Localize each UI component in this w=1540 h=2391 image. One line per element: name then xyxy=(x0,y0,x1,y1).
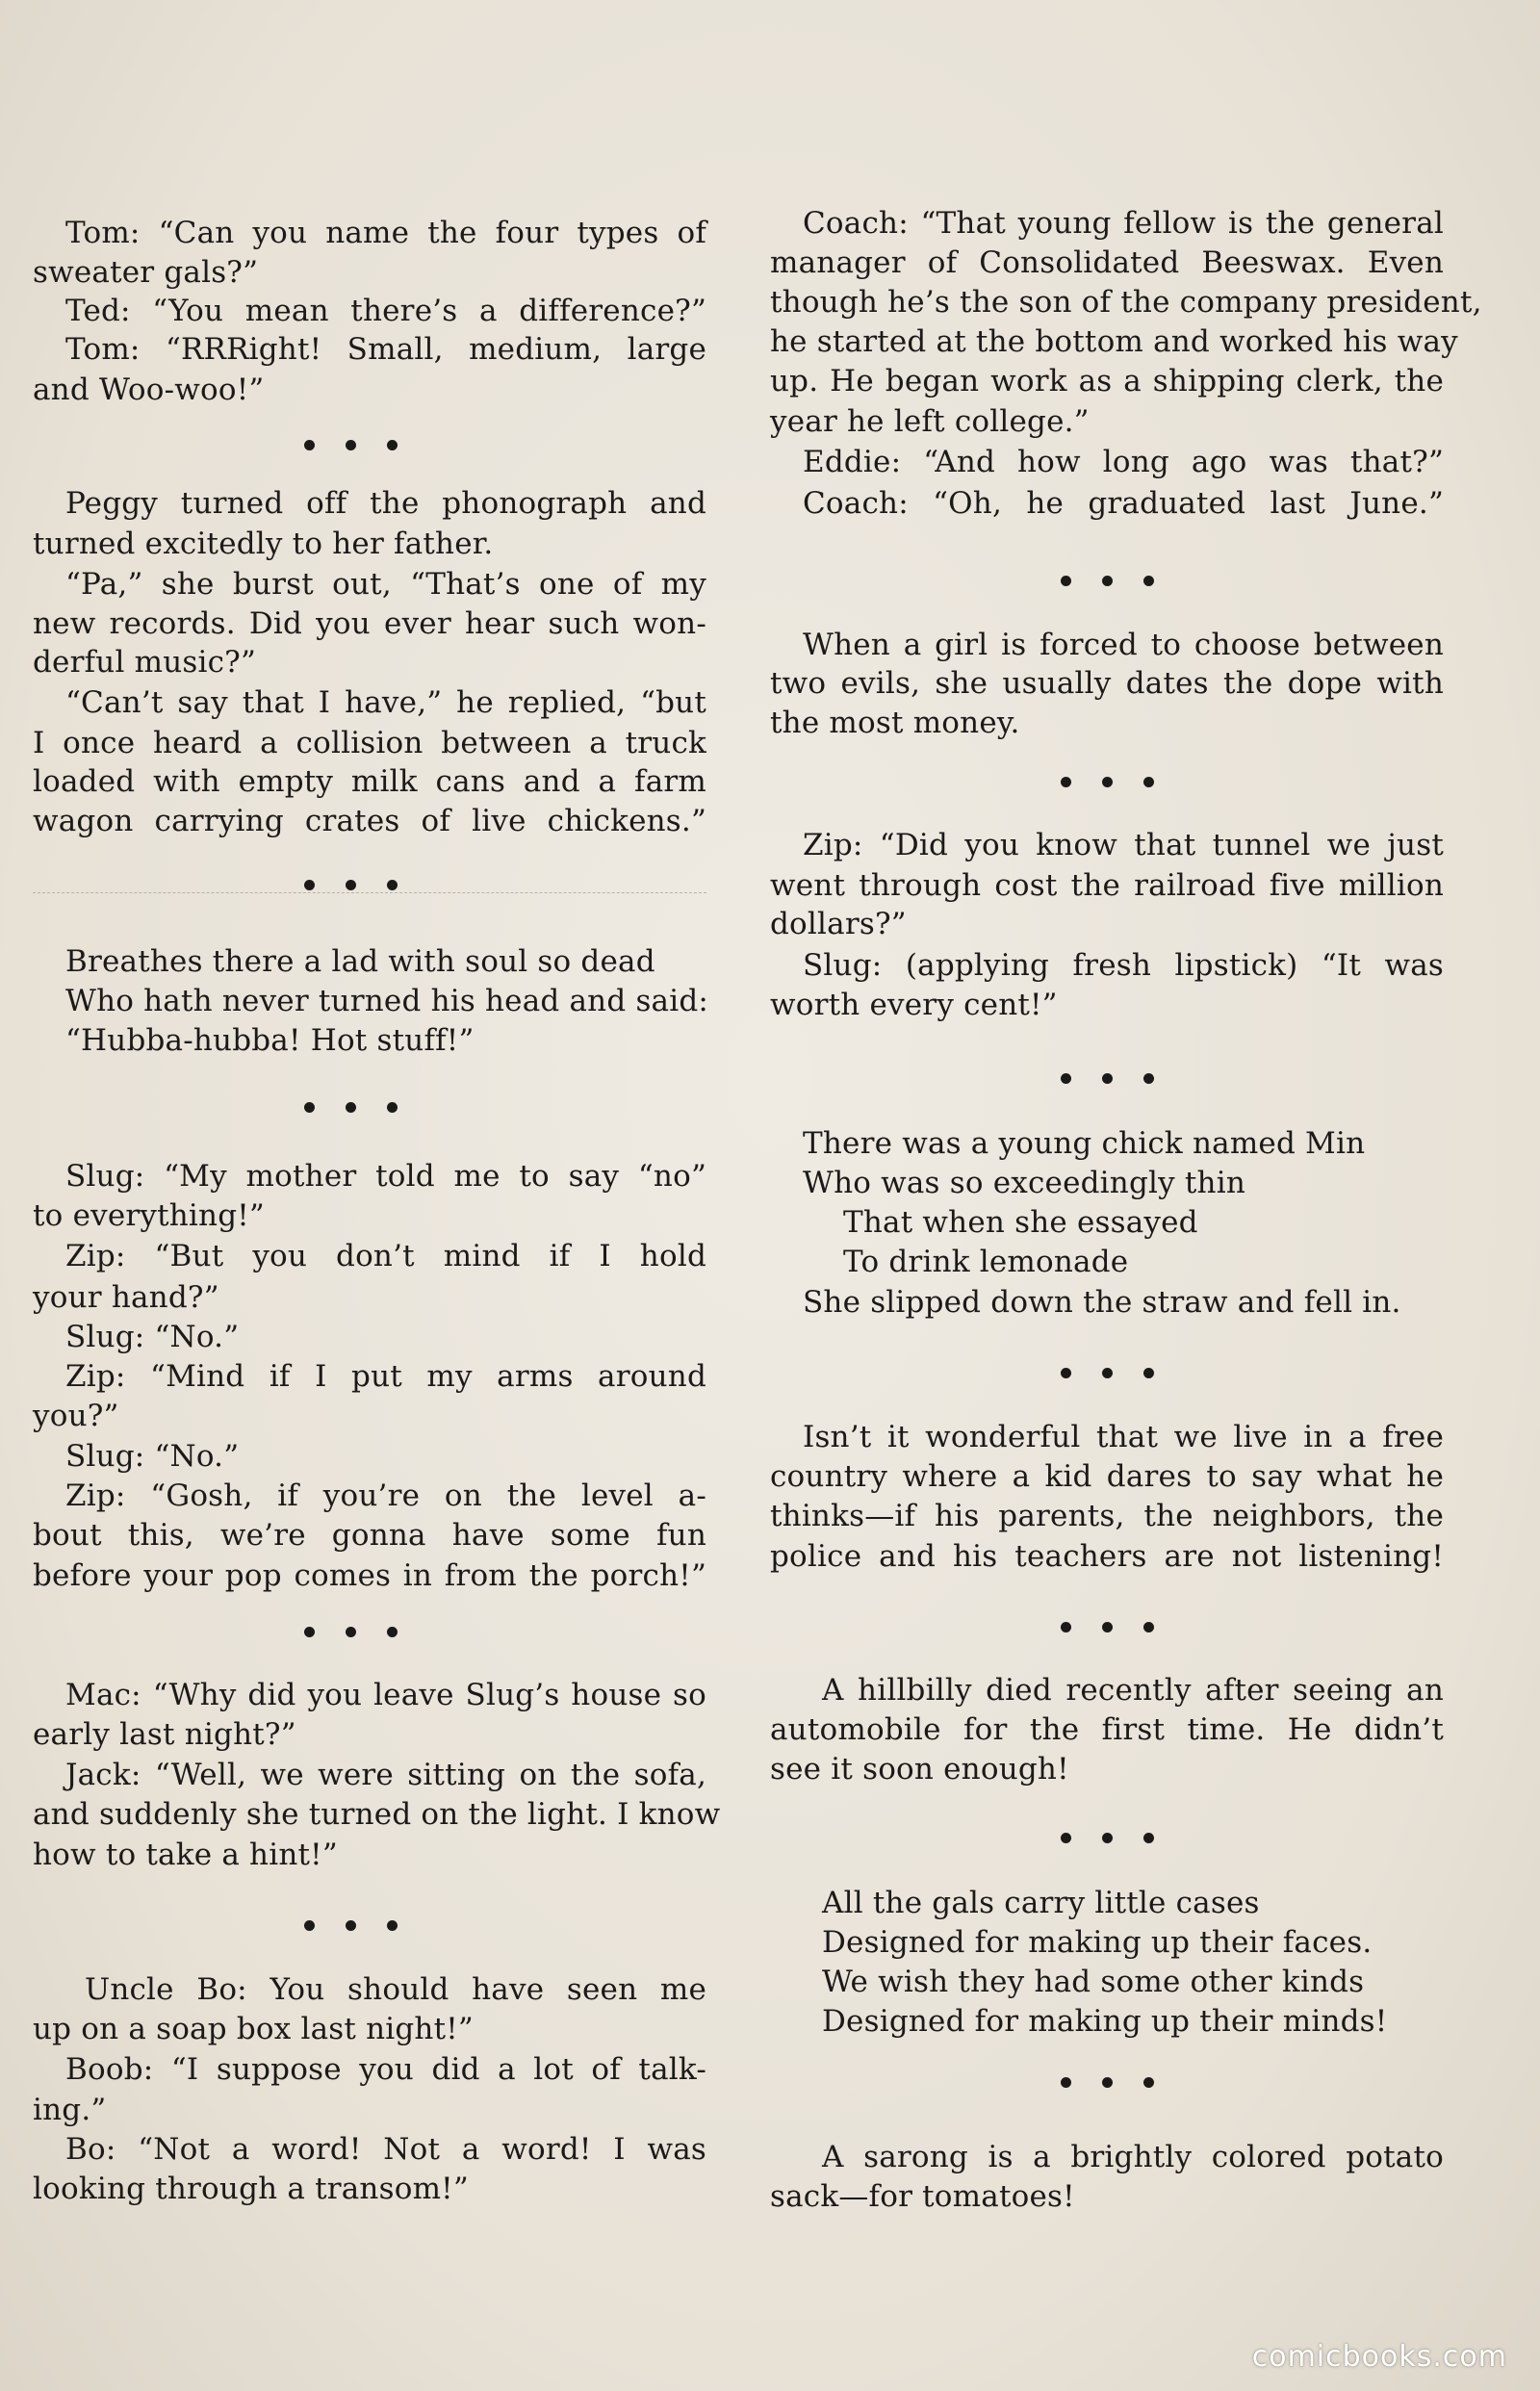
text-line: Slug: “No.” xyxy=(65,1320,240,1354)
watermark: comicbooks.com xyxy=(1251,2340,1507,2374)
text-line: two evils, she usually dates the dope with xyxy=(770,666,1444,701)
asterisk-separator xyxy=(187,1911,514,1940)
text-line: Zip: “Did you know that tunnel we just xyxy=(803,828,1444,862)
faint-rule xyxy=(33,892,706,893)
text-line: how to take a hint!” xyxy=(33,1838,338,1872)
text-line: Peggy turned off the phonograph and xyxy=(65,486,706,521)
asterisk-separator xyxy=(187,1093,514,1121)
separator-dot xyxy=(1061,1368,1071,1378)
separator-dot xyxy=(387,1627,398,1637)
separator-dot xyxy=(304,1102,315,1113)
separator-dot xyxy=(346,1627,356,1637)
asterisk-separator xyxy=(943,1064,1270,1093)
text-line: police and his teachers are not listening! xyxy=(770,1539,1444,1574)
separator-dot xyxy=(1143,1368,1154,1378)
text-line: Coach: “That young fellow is the general xyxy=(803,206,1444,241)
asterisk-separator xyxy=(187,1617,514,1646)
separator-dot xyxy=(346,1920,356,1931)
asterisk-separator xyxy=(943,2068,1270,2096)
text-line: sack—for tomatoes! xyxy=(770,2179,1075,2214)
text-line: he started at the bottom and worked his way xyxy=(770,324,1458,359)
text-line: automobile for the first time. He didn’t xyxy=(770,1712,1444,1747)
separator-dot xyxy=(1143,2077,1154,2088)
text-line: Who hath never turned his head and said: xyxy=(65,984,709,1018)
text-line: to everything!” xyxy=(33,1198,265,1233)
text-line: Isn’t it wonderful that we live in a free xyxy=(803,1420,1444,1454)
separator-dot xyxy=(1143,576,1154,586)
separator-dot xyxy=(304,440,315,450)
text-line: wagon carrying crates of live chickens.” xyxy=(33,804,706,838)
text-line: A hillbilly died recently after seeing an xyxy=(822,1673,1444,1708)
text-line: I once heard a collision between a truck xyxy=(33,726,706,760)
text-line: Slug: (applying fresh lipstick) “It was xyxy=(803,948,1444,983)
separator-dot xyxy=(1061,1073,1071,1084)
asterisk-separator xyxy=(943,767,1270,796)
text-line: see it soon enough! xyxy=(770,1752,1069,1787)
separator-dot xyxy=(387,1920,398,1931)
text-line: There was a young chick named Min xyxy=(803,1126,1366,1161)
text-line: “Can’t say that I have,” he replied, “but xyxy=(65,685,706,720)
text-line: Coach: “Oh, he graduated last June.” xyxy=(803,486,1444,521)
separator-dot xyxy=(304,880,315,890)
text-line: up on a soap box last night!” xyxy=(33,2012,474,2046)
text-line: the most money. xyxy=(770,706,1020,740)
text-line: derful music?” xyxy=(33,645,257,680)
text-line: up. He began work as a shipping clerk, the xyxy=(770,364,1444,398)
text-line: dollars?” xyxy=(770,907,907,941)
text-line: Ted: “You mean there’s a difference?” xyxy=(65,294,706,328)
text-line: Zip: “Mind if I put my arms around xyxy=(65,1359,706,1394)
text-line: Breathes there a lad with soul so dead xyxy=(65,944,655,979)
separator-dot xyxy=(1102,1622,1113,1633)
separator-dot xyxy=(346,1102,356,1113)
separator-dot xyxy=(1102,1368,1113,1378)
text-line: your hand?” xyxy=(33,1280,219,1315)
text-line: went through cost the railroad five million xyxy=(770,868,1444,903)
asterisk-separator xyxy=(943,1823,1270,1852)
separator-dot xyxy=(1102,1073,1113,1084)
text-line: She slipped down the straw and fell in. xyxy=(803,1285,1401,1320)
text-line: ing.” xyxy=(33,2093,107,2127)
text-line: A sarong is a brightly colored potato xyxy=(822,2140,1444,2174)
text-line: before your pop comes in from the porch!” xyxy=(33,1558,706,1593)
separator-dot xyxy=(1102,777,1113,787)
text-line: Designed for making up their faces. xyxy=(822,1925,1373,1960)
text-line: Boob: “I suppose you did a lot of talk- xyxy=(65,2052,706,2087)
text-line: All the gals carry little cases xyxy=(822,1886,1260,1920)
asterisk-separator xyxy=(187,870,514,899)
text-line: bout this, we’re gonna have some fun xyxy=(33,1518,706,1553)
text-line: turned excitedly to her father. xyxy=(33,527,494,561)
text-line: Mac: “Why did you leave Slug’s house so xyxy=(65,1678,706,1712)
text-line: Bo: “Not a word! Not a word! I was xyxy=(65,2132,706,2167)
separator-dot xyxy=(1102,1833,1113,1843)
separator-dot xyxy=(1143,1073,1154,1084)
text-line: Tom: “Can you name the four types of xyxy=(65,216,706,250)
text-line: Slug: “No.” xyxy=(65,1439,240,1474)
separator-dot xyxy=(1143,777,1154,787)
separator-dot xyxy=(346,440,356,450)
separator-dot xyxy=(1102,576,1113,586)
text-line: Eddie: “And how long ago was that?” xyxy=(803,445,1444,479)
separator-dot xyxy=(1061,576,1071,586)
text-line: thinks—if his parents, the neighbors, the xyxy=(770,1499,1444,1533)
text-line: Jack: “Well, we were sitting on the sofa, xyxy=(65,1758,706,1792)
text-line: though he’s the son of the company president, xyxy=(770,285,1482,320)
text-line: sweater gals?” xyxy=(33,255,259,290)
text-line: country where a kid dares to say what he xyxy=(770,1459,1444,1494)
asterisk-separator xyxy=(943,1612,1270,1641)
text-line: Zip: “But you don’t mind if I hold xyxy=(65,1239,706,1273)
text-line: worth every cent!” xyxy=(770,988,1058,1022)
text-line: early last night?” xyxy=(33,1717,296,1752)
text-line: you?” xyxy=(33,1399,119,1433)
text-line: We wish they had some other kinds xyxy=(822,1965,1365,1999)
text-line: Tom: “RRRight! Small, medium, large xyxy=(65,332,706,367)
separator-dot xyxy=(387,440,398,450)
asterisk-separator xyxy=(943,1358,1270,1387)
text-line: and Woo-woo!” xyxy=(33,373,265,407)
separator-dot xyxy=(1102,2077,1113,2088)
separator-dot xyxy=(346,880,356,890)
separator-dot xyxy=(1061,2077,1071,2088)
text-line: and suddenly she turned on the light. I know xyxy=(33,1797,721,1832)
text-line: Who was so exceedingly thin xyxy=(803,1166,1245,1200)
text-line: Slug: “My mother told me to say “no” xyxy=(65,1159,706,1194)
separator-dot xyxy=(1061,777,1071,787)
separator-dot xyxy=(387,880,398,890)
text-line: “Hubba-hubba! Hot stuff!” xyxy=(65,1023,475,1058)
text-line: “Pa,” she burst out, “That’s one of my xyxy=(65,567,706,602)
separator-dot xyxy=(304,1920,315,1931)
text-line: loaded with empty milk cans and a farm xyxy=(33,764,706,799)
separator-dot xyxy=(1061,1622,1071,1633)
text-line: Designed for making up their minds! xyxy=(822,2004,1388,2039)
text-line: looking through a transom!” xyxy=(33,2172,469,2206)
separator-dot xyxy=(1061,1833,1071,1843)
text-line: That when she essayed xyxy=(843,1205,1198,1240)
asterisk-separator xyxy=(187,430,514,459)
text-line: Zip: “Gosh, if you’re on the level a- xyxy=(65,1478,706,1513)
separator-dot xyxy=(387,1102,398,1113)
separator-dot xyxy=(1143,1833,1154,1843)
text-line: manager of Consolidated Beeswax. Even xyxy=(770,245,1444,280)
separator-dot xyxy=(1143,1622,1154,1633)
separator-dot xyxy=(304,1627,315,1637)
text-line: When a girl is forced to choose between xyxy=(803,628,1444,662)
text-line: year he left college.” xyxy=(770,404,1090,439)
text-line: new records. Did you ever hear such won- xyxy=(33,606,706,641)
text-line: To drink lemonade xyxy=(843,1245,1129,1279)
text-line: Uncle Bo: You should have seen me xyxy=(85,1972,706,2007)
asterisk-separator xyxy=(943,566,1270,595)
